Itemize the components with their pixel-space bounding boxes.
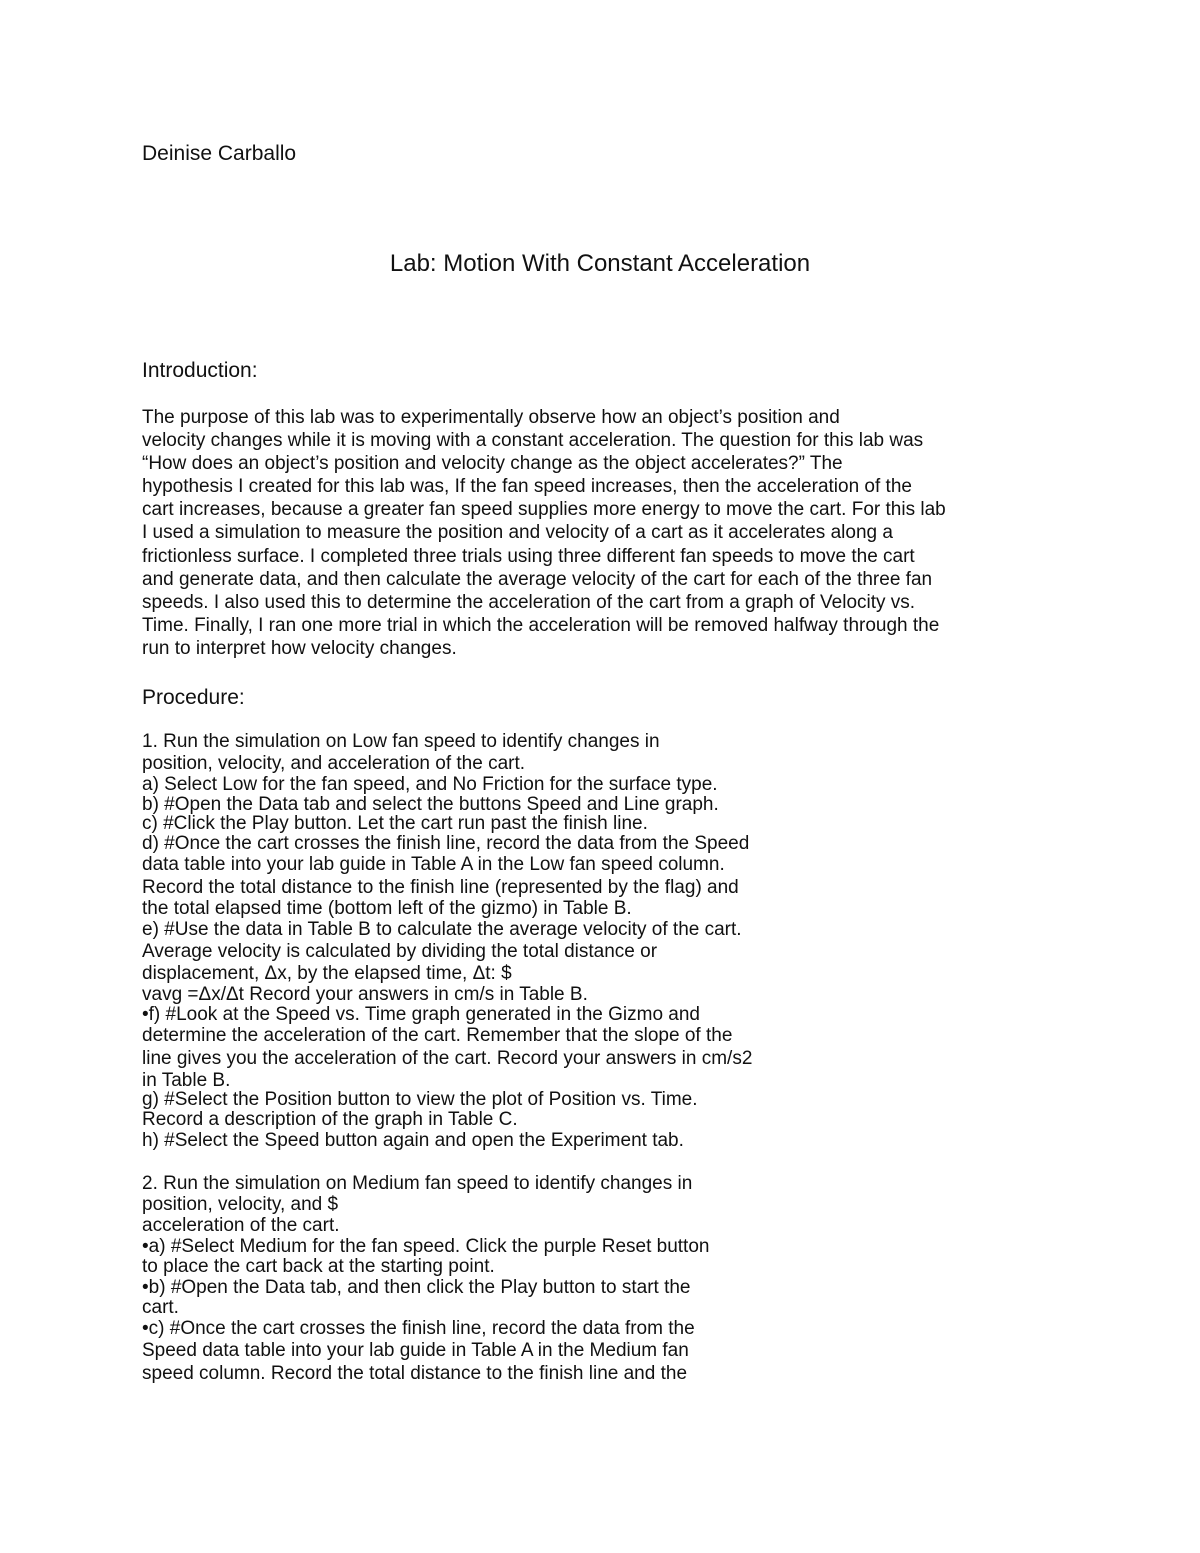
procedure-line: •f) #Look at the Speed vs. Time graph generated in the Gizmo and [142,1004,700,1025]
procedure-text [142,731,752,1385]
procedure-line: e) #Use the data in Table B to calculate the average velocity of the cart. [142,919,742,940]
procedure-line: speed column. Record the total distance to the finish line and the [142,1363,688,1384]
procedure-line: data table into your lab guide in Table A in the Low fan speed column. [142,854,725,875]
procedure-line [142,1152,752,1173]
procedure-line: Speed data table into your lab guide in Table A in the Medium fan [142,1340,689,1361]
introduction-line: “How does an object’s position and velocity change as the object accelerates?” The [142,453,843,475]
procedure-line: •c) #Once the cart crosses the finish line, record the data from the [142,1318,695,1339]
introduction-line: cart increases, because a greater fan speed supplies more energy to move the cart. For this lab [142,499,946,521]
procedure-line: d) #Once the cart crosses the finish line, record the data from the Speed [142,833,750,854]
introduction-line: velocity changes while it is moving with a constant acceleration. The question for this lab was [142,430,924,452]
procedure-line: determine the acceleration of the cart. Remember that the slope of the [142,1025,733,1046]
procedure-line: Record a description of the graph in Table C. [142,1109,518,1130]
procedure-line: c) #Click the Play button. Let the cart run past the finish line. [142,813,648,834]
introduction-heading: Introduction: [142,359,258,382]
procedure-line: line gives you the acceleration of the cart. Record your answers in cm/s2 [142,1048,753,1069]
procedure-line: the total elapsed time (bottom left of the gizmo) in Table B. [142,898,632,919]
procedure-line: cart. [142,1297,179,1318]
procedure-line: h) #Select the Speed button again and open the Experiment tab. [142,1130,684,1151]
document-title: Lab: Motion With Constant Acceleration [389,250,811,277]
procedure-line: position, velocity, and $ [142,1194,339,1215]
procedure-line: 1. Run the simulation on Low fan speed to identify changes in [142,731,660,752]
procedure-line: vavg =Δx/Δt Record your answers in cm/s in Table B. [142,984,588,1005]
procedure-line: Average velocity is calculated by dividing the total distance or [142,941,658,962]
procedure-heading: Procedure: [142,686,245,709]
introduction-line: The purpose of this lab was to experimentally observe how an object’s position and [142,407,840,428]
procedure-line: •a) #Select Medium for the fan speed. Click the purple Reset button [142,1236,710,1257]
procedure-line: b) #Open the Data tab and select the buttons Speed and Line graph. [142,794,719,815]
procedure-line: position, velocity, and acceleration of the cart. [142,753,526,774]
introduction-line: hypothesis I created for this lab was, If the fan speed increases, then the acceleration of the [142,476,912,498]
author-name: Deinise Carballo [142,142,297,165]
procedure-line: a) Select Low for the fan speed, and No Friction for the surface type. [142,774,718,795]
introduction-line: Time. Finally, I ran one more trial in which the acceleration will be removed halfway through the [142,614,940,636]
procedure-line: •b) #Open the Data tab, and then click the Play button to start the [142,1277,691,1298]
procedure-line: to place the cart back at the starting point. [142,1256,495,1277]
procedure-line: g) #Select the Position button to view the plot of Position vs. Time. [142,1089,698,1110]
introduction-line: run to interpret how velocity changes. [142,637,457,659]
procedure-line: 2. Run the simulation on Medium fan speed to identify changes in [142,1173,693,1194]
introduction-line: and generate data, and then calculate the average velocity of the cart for each of the three fan [142,568,933,590]
procedure-line: displacement, Δx, by the elapsed time, Δt: $ [142,963,512,984]
introduction-line: I used a simulation to measure the position and velocity of a cart as it accelerates along a [142,522,893,544]
introduction-paragraph [142,406,946,660]
procedure-line: Record the total distance to the finish line (represented by the flag) and [142,877,739,898]
procedure-line: acceleration of the cart. [142,1215,340,1236]
procedure-line: in Table B. [142,1070,231,1091]
introduction-line: frictionless surface. I completed three trials using three different fan speeds to move the cart [142,545,915,567]
introduction-line: speeds. I also used this to determine the acceleration of the cart from a graph of Velocity vs. [142,591,916,613]
